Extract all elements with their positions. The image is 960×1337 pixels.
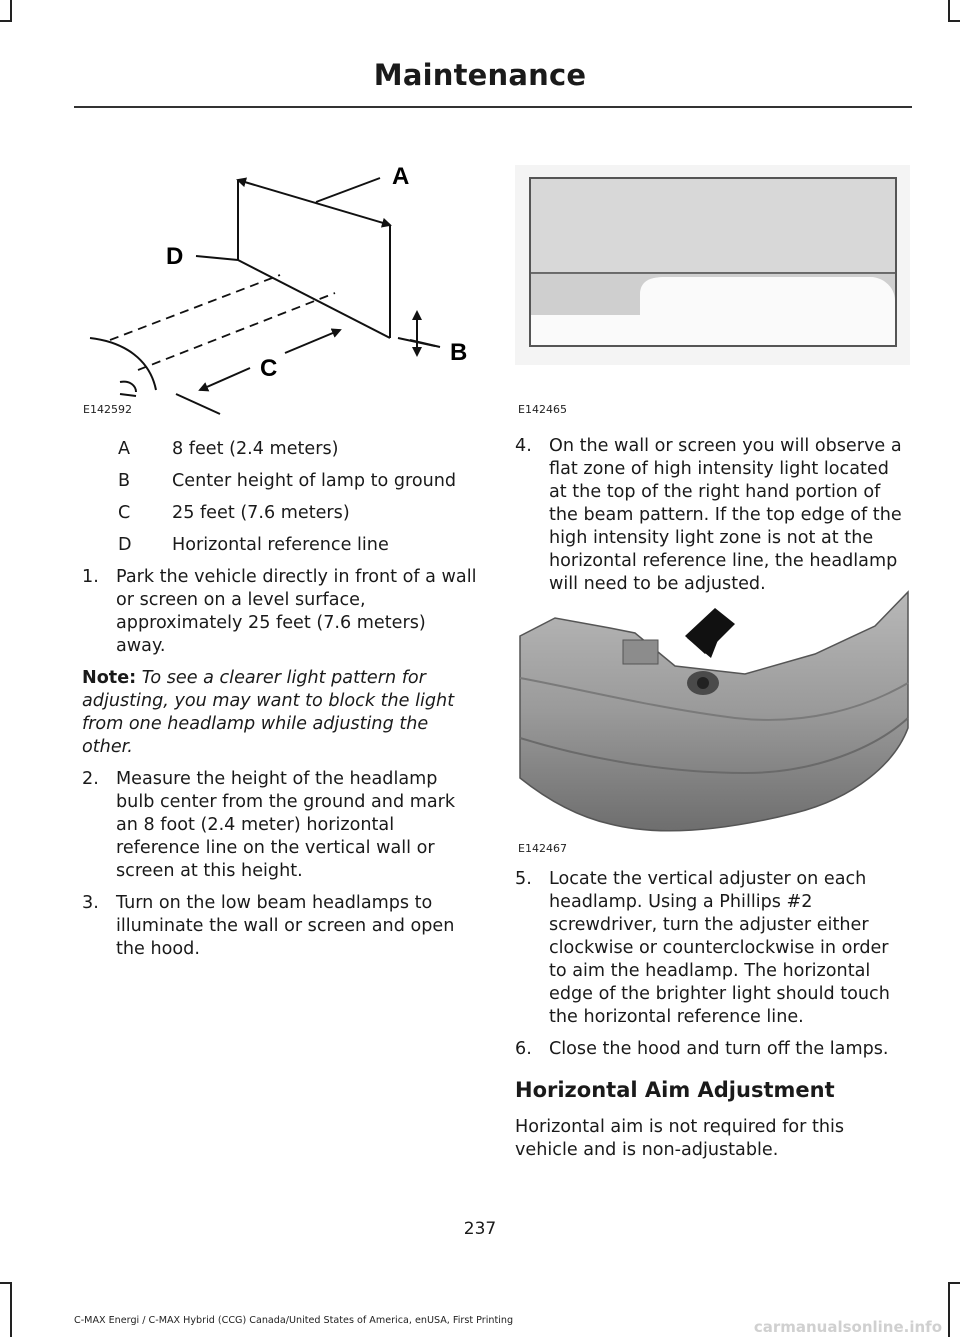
header-rule <box>74 106 912 108</box>
watermark: carmanualsonline.info <box>753 1318 942 1336</box>
step-text: Close the hood and turn off the lamps. <box>549 1039 889 1059</box>
legend-value: Horizontal reference line <box>172 535 389 555</box>
headlamp-aim-diagram <box>80 150 480 420</box>
page-title: Maintenance <box>373 58 587 92</box>
label-c: C <box>260 355 278 382</box>
step-item <box>515 435 910 596</box>
crop-mark-top-left-h <box>0 20 12 22</box>
footer-text: C-MAX Energi / C-MAX Hybrid (CCG) Canada/United States of America, enUSA, First Printing <box>74 1315 514 1326</box>
headlamp-adjuster-photo <box>515 588 910 850</box>
step-item <box>82 892 478 961</box>
label-a: A <box>392 163 410 190</box>
note <box>82 667 478 759</box>
note-text: To see a clearer light pattern for adjusting, you may want to block the light from one headlamp while adjusting the other. <box>82 668 455 757</box>
step-item <box>82 566 478 658</box>
legend-key: A <box>118 439 131 459</box>
legend-key: C <box>118 503 131 523</box>
legend-value: 25 feet (7.6 meters) <box>172 503 350 523</box>
step-number: 2. <box>82 769 99 789</box>
step-number: 5. <box>515 869 532 889</box>
section-heading: Horizontal Aim Adjustment <box>515 1078 835 1102</box>
step-text: On the wall or screen you will observe a flat zone of high intensity light located at the top of the right hand portion of the beam pattern. If the top edge of the high intensity light zone is not at the horizontal reference line, the headlamp will need to be adjusted. <box>549 436 902 594</box>
step-item <box>515 868 910 1029</box>
left-column <box>82 438 478 970</box>
crop-mark-bottom-right-h <box>948 1282 960 1284</box>
crop-mark-top-right-v <box>948 0 950 22</box>
note-label: Note: <box>82 668 137 688</box>
step-text: Measure the height of the headlamp bulb center from the ground and mark an 8 foot (2.4 meter) horizontal reference line on the vertical wall or screen at this height. <box>116 769 456 881</box>
crop-mark-bottom-left-h <box>0 1282 12 1284</box>
crop-mark-top-right-h <box>948 20 960 22</box>
legend-row <box>82 438 478 461</box>
legend-row <box>82 502 478 525</box>
step-text: Park the vehicle directly in front of a wall or screen on a level surface, approximately 25 feet (7.6 meters) away. <box>116 567 477 656</box>
step-number: 1. <box>82 567 99 587</box>
step-item <box>82 768 478 883</box>
beam-pattern-figure <box>515 165 910 365</box>
figure-code-beam-pattern: E142465 <box>518 403 567 416</box>
section-text: Horizontal aim is not required for this vehicle and is non-adjustable. <box>515 1117 845 1160</box>
legend-row <box>82 470 478 493</box>
page-number: 237 <box>463 1219 497 1239</box>
legend-value: Center height of lamp to ground <box>172 471 457 491</box>
figure-code-aim-diagram: E142592 <box>83 403 132 416</box>
step-number: 6. <box>515 1039 532 1059</box>
right-column-top <box>515 435 910 605</box>
crop-mark-bottom-right-v <box>948 1282 950 1337</box>
legend-key: B <box>118 471 131 491</box>
step-number: 4. <box>515 436 532 456</box>
step-number: 3. <box>82 893 99 913</box>
step-item <box>515 1038 910 1061</box>
step-text: Turn on the low beam headlamps to illuminate the wall or screen and open the hood. <box>116 893 455 959</box>
label-b: B <box>450 339 468 366</box>
legend-value: 8 feet (2.4 meters) <box>172 439 339 459</box>
right-column-bottom <box>515 868 910 1171</box>
legend-key: D <box>118 535 132 555</box>
step-text: Locate the vertical adjuster on each headlamp. Using a Phillips #2 screwdriver, turn the adjuster either clockwise or counterclockwise in order to aim the headlamp. The horizontal edge of the brighter light should touch the horizontal reference line. <box>549 869 890 1027</box>
legend-row <box>82 534 478 557</box>
figure-legend <box>82 438 478 557</box>
crop-mark-top-left-v <box>10 0 12 22</box>
figure-code-adjuster-photo: E142467 <box>518 842 567 855</box>
crop-mark-bottom-left-v <box>10 1282 12 1337</box>
label-d: D <box>166 243 184 270</box>
